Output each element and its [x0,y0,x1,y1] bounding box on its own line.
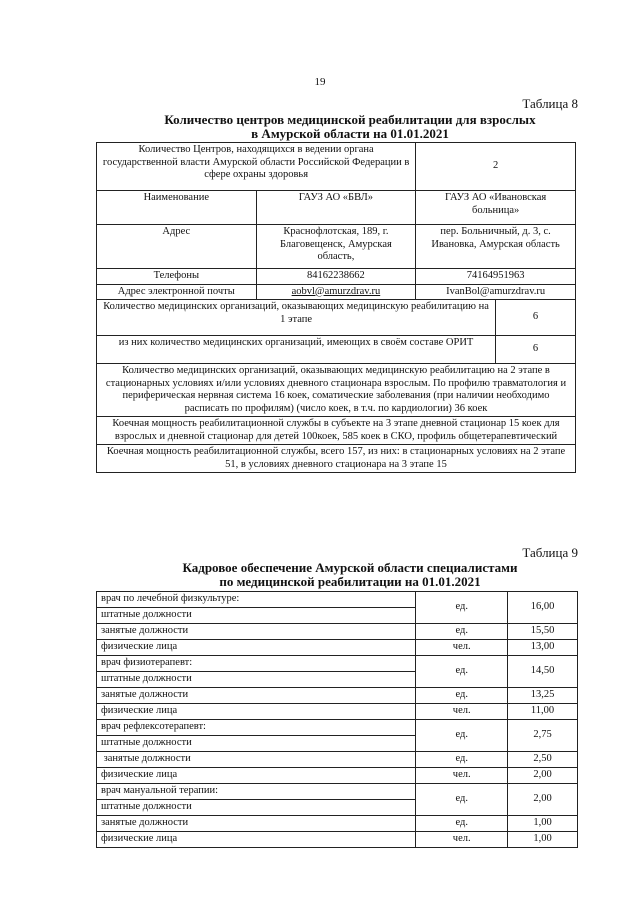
table9-caption: Таблица 9 [522,545,578,560]
value-cell: 1,00 [508,816,578,832]
table-row [97,688,578,704]
occupied-label: занятые должности [97,752,416,768]
value-cell: 2,50 [508,752,578,768]
table-row [97,417,576,445]
table-row [97,225,576,269]
table-row [97,624,578,640]
org2-name: ГАУЗ АО «Ивановская больница» [416,191,576,225]
stage1-value: 6 [496,300,576,336]
unit-cell: ед. [416,720,508,752]
table-row [97,592,578,608]
table-row [97,191,576,225]
value-cell: 15,50 [508,624,578,640]
table8 [96,142,576,473]
orit-value: 6 [496,336,576,364]
table9-title [100,561,600,589]
table9 [96,591,578,848]
table8-title-line2: в Амурской области на 01.01.2021 [251,126,449,141]
unit-cell: ед. [416,592,508,624]
table-row [97,269,576,285]
stage2-text: Количество медицинских организаций, оказывающих медицинскую реабилитацию на 2 этапе в стационарных условиях и/или условиях дневного стационара взрослым. По профилю травматология и периферическая нервная система 16 коек, соматические заболевания (при наличии необходимо расписать по профилям) (число коек, в т.ч. по кардиологии) 36 коек [97,364,576,417]
stage1-label: Количество медицинских организаций, оказывающих медицинскую реабилитацию на 1 этапе [97,300,496,336]
table-row [97,336,576,364]
org2-email: IvanBol@amurzdrav.ru [416,284,576,300]
page-number: 19 [314,76,326,88]
value-cell: 2,00 [508,784,578,816]
table-row [97,816,578,832]
group-header: врач физиотерапевт: [97,656,416,672]
group-header: врач мануальной терапии: [97,784,416,800]
group-header: врач рефлексотерапевт: [97,720,416,736]
phones-label: Телефоны [97,269,257,285]
table-row [97,656,578,672]
staff-label: штатные должности [97,736,416,752]
persons-label: физические лица [97,832,416,848]
staff-label: штатные должности [97,672,416,688]
table8-title-line1: Количество центров медицинской реабилитации для взрослых [164,112,536,127]
org1-name: ГАУЗ АО «БВЛ» [256,191,416,225]
table-row [97,300,576,336]
staff-label: штатные должности [97,608,416,624]
centers-count: 2 [416,143,576,191]
org1-email [256,284,416,300]
unit-cell: чел. [416,640,508,656]
table-row [97,768,578,784]
table-row [97,284,576,300]
unit-cell: ед. [416,624,508,640]
table-row [97,720,578,736]
stage3-text: Коечная мощность реабилитационной службы в субъекте на 3 этапе дневной стационар 15 коек для взрослых и дневной стационар для детей 100коек, 585 коек в СКО, профиль общетерапевтический [97,417,576,445]
address-label: Адрес [97,225,257,269]
table9-title-line2: по медицинской реабилитации на 01.01.2021 [219,574,481,589]
org2-address: пер. Больничный, д. 3, с. Ивановка, Амурская область [416,225,576,269]
table-row [97,364,576,417]
unit-cell: чел. [416,832,508,848]
table-row [97,784,578,800]
name-label: Наименование [97,191,257,225]
org2-phone: 74164951963 [416,269,576,285]
table-row [97,143,576,191]
table-row [97,832,578,848]
table8-caption: Таблица 8 [522,96,578,111]
unit-cell: ед. [416,688,508,704]
unit-cell: чел. [416,768,508,784]
org1-phone: 84162238662 [256,269,416,285]
unit-cell: чел. [416,704,508,720]
org1-email-link[interactable]: aobvl@amurzdrav.ru [291,285,381,297]
org1-address: Краснофлотская, 189, г. Благовещенск, Амурская область, [256,225,416,269]
value-cell: 14,50 [508,656,578,688]
orit-label: из них количество медицинских организаций, имеющих в своём составе ОРИТ [97,336,496,364]
table-row [97,704,578,720]
occupied-label: занятые должности [97,816,416,832]
occupied-label: занятые должности [97,688,416,704]
email-label: Адрес электронной почты [97,284,257,300]
value-cell: 13,25 [508,688,578,704]
staff-label: штатные должности [97,800,416,816]
value-cell: 13,00 [508,640,578,656]
value-cell: 2,75 [508,720,578,752]
persons-label: физические лица [97,640,416,656]
unit-cell: ед. [416,752,508,768]
table9-title-line1: Кадровое обеспечение Амурской области специалистами [182,560,518,575]
persons-label: физические лица [97,768,416,784]
occupied-label: занятые должности [97,624,416,640]
unit-cell: ед. [416,656,508,688]
centers-label: Количество Центров, находящихся в ведении органа государственной власти Амурской области Российской Федерации в сфере охраны здоровья [97,143,416,191]
value-cell: 16,00 [508,592,578,624]
table8-title [100,113,600,141]
unit-cell: ед. [416,816,508,832]
persons-label: физические лица [97,704,416,720]
unit-cell: ед. [416,784,508,816]
table-row [97,640,578,656]
value-cell: 11,00 [508,704,578,720]
total-text: Коечная мощность реабилитационной службы, всего 157, из них: в стационарных условиях на 2 этапе 51, в условиях дневного стационара на 3 этапе 15 [97,445,576,473]
table-row [97,752,578,768]
table-row [97,445,576,473]
value-cell: 2,00 [508,768,578,784]
value-cell: 1,00 [508,832,578,848]
group-header: врач по лечебной физкультуре: [97,592,416,608]
